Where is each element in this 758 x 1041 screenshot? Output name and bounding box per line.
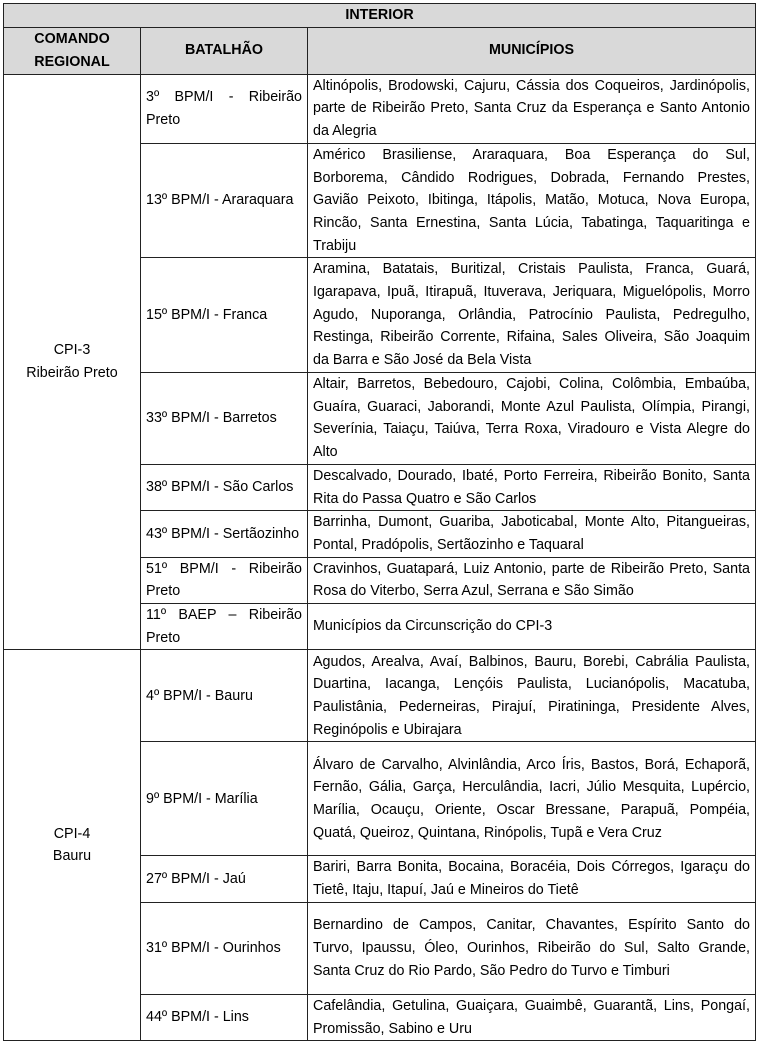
- comando-regional-cpi-4: [4, 650, 141, 1041]
- batalhao-cell: 13º BPM/I - Araraquara: [141, 143, 308, 258]
- comando-code: CPI-3: [53, 342, 91, 359]
- municipios-table: [3, 3, 756, 1041]
- municipios-cell: Américo Brasiliense, Araraquara, Boa Esperança do Sul, Borborema, Cândido Rodrigues, Dobrada, Fernando Prestes, Gavião Peixoto, Ibitinga, Itápolis, Matão, Motuca, Nova Europa, Rincão, Santa Ernestina, Santa Lúcia, Tabatinga, Taquaritinga e Trabiju: [308, 143, 756, 258]
- header-comando-regional: COMANDO REGIONAL: [4, 27, 141, 74]
- municipios-cell: Aramina, Batatais, Buritizal, Cristais Paulista, Franca, Guará, Igarapava, Ipuã, Itirapuã, Ituverava, Jeriquara, Miguelópolis, Morro Agudo, Nuporanga, Orlândia, Patrocínio Paulista, Pedregulho, Restinga, Ribeirão Corrente, Rifaina, Sales Oliveira, São Joaquim da Barra e São José da Bela Vista: [308, 258, 756, 373]
- municipios-cell: Municípios da Circunscrição do CPI-3: [308, 604, 756, 650]
- batalhao-cell: 44º BPM/I - Lins: [141, 994, 308, 1040]
- header-batalhao: BATALHÃO: [141, 27, 308, 74]
- table-row: [4, 74, 756, 143]
- comando-code: CPI-4: [53, 825, 91, 842]
- batalhao-cell: 9º BPM/I - Marília: [141, 742, 308, 856]
- batalhao-cell: 3º BPM/I - Ribeirão Preto: [141, 74, 308, 143]
- municipios-cell: Descalvado, Dourado, Ibaté, Porto Ferreira, Ribeirão Bonito, Santa Rita do Passa Quatro e São Carlos: [308, 464, 756, 510]
- municipios-cell: Bernardino de Campos, Canitar, Chavantes, Espírito Santo do Turvo, Ipaussu, Óleo, Ourinhos, Ribeirão do Sul, Salto Grande, Santa Cruz do Rio Pardo, São Pedro do Turvo e Timburi: [308, 902, 756, 994]
- comando-regional-cpi-3: [4, 74, 141, 650]
- municipios-cell: Altinópolis, Brodowski, Cajuru, Cássia dos Coqueiros, Jardinópolis, parte de Ribeirão Preto, Santa Cruz da Esperança e Santo Antonio da Alegria: [308, 74, 756, 143]
- batalhao-cell: 27º BPM/I - Jaú: [141, 856, 308, 902]
- municipios-cell: Cafelândia, Getulina, Guaiçara, Guaimbê, Guarantã, Lins, Pongaí, Promissão, Sabino e Uru: [308, 994, 756, 1040]
- batalhao-cell: 11º BAEP – Ribeirão Preto: [141, 604, 308, 650]
- comando-city: Ribeirão Preto: [26, 365, 118, 382]
- batalhao-cell: 43º BPM/I - Sertãozinho: [141, 511, 308, 557]
- municipios-cell: Barrinha, Dumont, Guariba, Jaboticabal, Monte Alto, Pitangueiras, Pontal, Pradópolis, Sertãozinho e Taquaral: [308, 511, 756, 557]
- batalhao-cell: 4º BPM/I - Bauru: [141, 650, 308, 742]
- municipios-cell: Agudos, Arealva, Avaí, Balbinos, Bauru, Borebi, Cabrália Paulista, Duartina, Iacanga, Lençóis Paulista, Lucianópolis, Macatuba, Paulistânia, Pederneiras, Pirajuí, Piratininga, Presidente Alves, Reginópolis e Ubirajara: [308, 650, 756, 742]
- comando-city: Bauru: [52, 848, 92, 865]
- table-title-row: [4, 4, 756, 28]
- batalhao-cell: 33º BPM/I - Barretos: [141, 372, 308, 464]
- municipios-cell: Bariri, Barra Bonita, Bocaina, Boracéia, Dois Córregos, Igaraçu do Tietê, Itaju, Itapuí, Jaú e Mineiros do Tietê: [308, 856, 756, 902]
- municipios-cell: Álvaro de Carvalho, Alvinlândia, Arco Íris, Bastos, Borá, Echaporã, Fernão, Gália, Garça, Herculândia, Iacri, Júlio Mesquita, Lupércio, Marília, Ocauçu, Oriente, Oscar Bressane, Parapuã, Pompéia, Quatá, Queiroz, Quintana, Rinópolis, Tupã e Vera Cruz: [308, 742, 756, 856]
- municipios-cell: Altair, Barretos, Bebedouro, Cajobi, Colina, Colômbia, Embaúba, Guaíra, Guaraci, Jaborandi, Monte Azul Paulista, Olímpia, Pirangi, Severínia, Taiaçu, Taiúva, Terra Roxa, Viradouro e Vista Alegre do Alto: [308, 372, 756, 464]
- table-title: INTERIOR: [4, 4, 756, 28]
- municipios-cell: Cravinhos, Guatapará, Luiz Antonio, parte de Ribeirão Preto, Santa Rosa do Viterbo, Serra Azul, Serrana e São Simão: [308, 557, 756, 603]
- table-header-row: [4, 27, 756, 74]
- batalhao-cell: 38º BPM/I - São Carlos: [141, 464, 308, 510]
- table-row: [4, 650, 756, 742]
- batalhao-cell: 15º BPM/I - Franca: [141, 258, 308, 373]
- batalhao-cell: 51º BPM/I - Ribeirão Preto: [141, 557, 308, 603]
- header-municipios: MUNICÍPIOS: [308, 27, 756, 74]
- batalhao-cell: 31º BPM/I - Ourinhos: [141, 902, 308, 994]
